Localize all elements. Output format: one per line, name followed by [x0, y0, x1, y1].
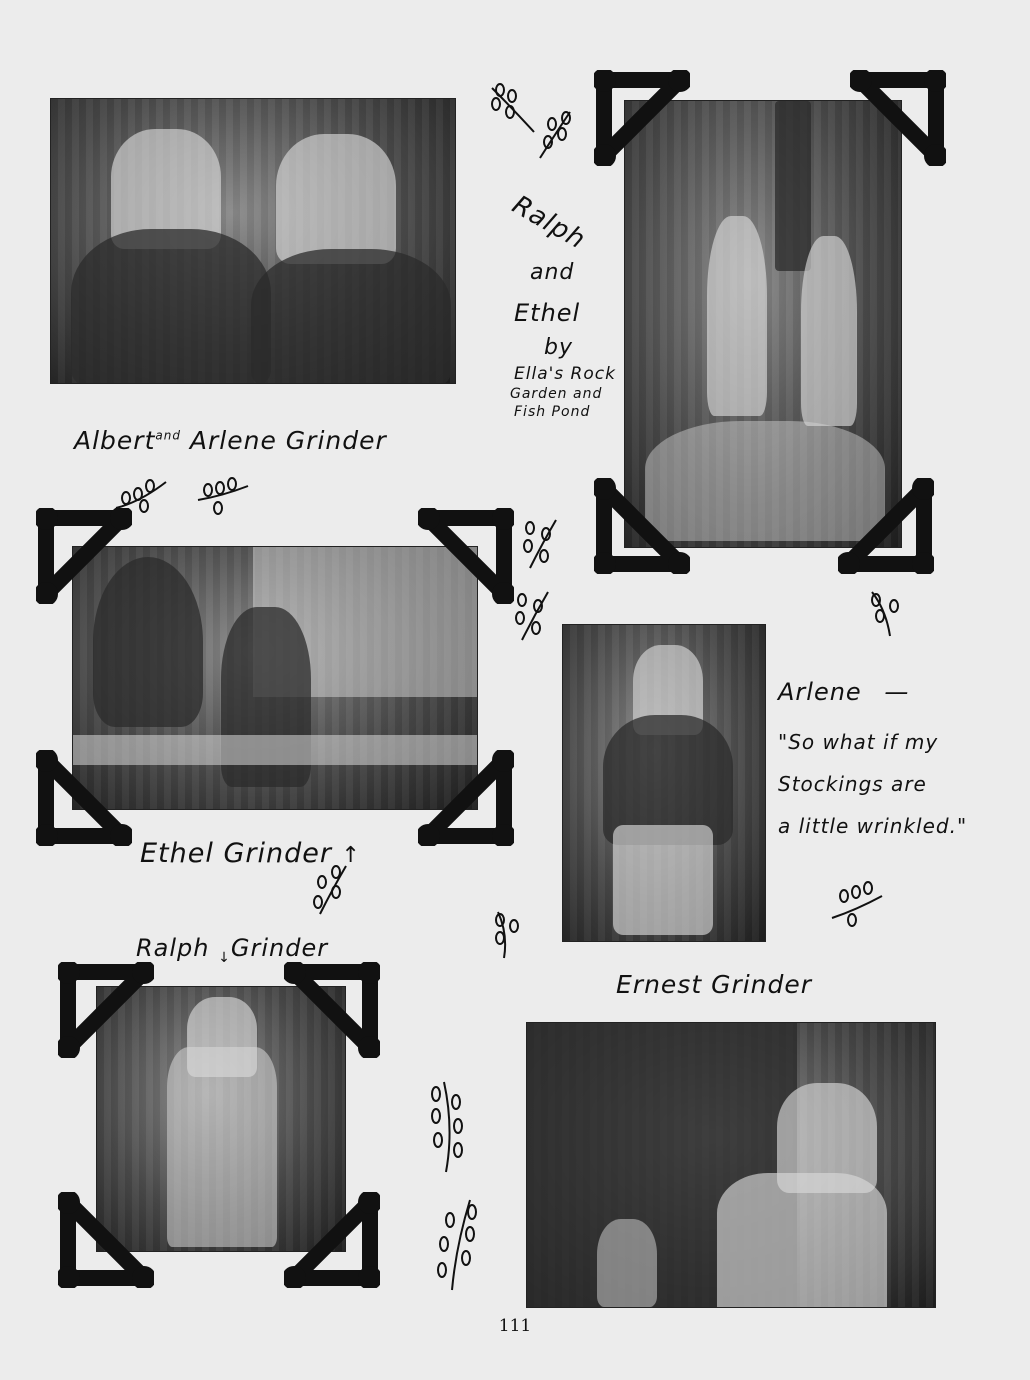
photo-corner-icon [58, 1192, 154, 1288]
leaf-sprig-icon [530, 108, 584, 162]
photo-corner-icon [36, 750, 132, 846]
child-coat [71, 229, 271, 384]
leaf-sprig-icon [488, 906, 542, 960]
caption-ralph-ethel-rockgarden [507, 190, 620, 420]
leaf-sprig-icon [420, 1078, 480, 1174]
caption-text: Ralph [136, 934, 210, 962]
child-figure [801, 236, 857, 426]
caption-text: and [155, 428, 181, 443]
teddy-bear [597, 1219, 657, 1307]
caption-text: Arlene Grinder [189, 426, 387, 455]
caption-text: Ethel Grinder [140, 838, 332, 869]
photo-albert-arlene [50, 98, 456, 384]
caption-text: Grinder [230, 934, 329, 962]
photo-corner-icon [58, 962, 154, 1058]
caption-text: and [530, 260, 575, 285]
caption-ernest-grinder [616, 970, 812, 999]
caption-text: a little wrinkled." [778, 814, 968, 838]
arrow-down-icon: ↓ [218, 949, 231, 966]
page-number: 111 [498, 1316, 532, 1336]
arrow-up-icon: ↑ [341, 843, 361, 868]
caption-text: Ernest Grinder [616, 970, 813, 999]
arlene-name-line [778, 678, 1018, 706]
photo-corner-icon [850, 70, 946, 166]
caption-albert-arlene [74, 426, 387, 455]
caption-text: by [544, 335, 573, 360]
photo-corner-icon [284, 1192, 380, 1288]
leaf-sprig-icon [426, 1196, 486, 1292]
caption-text: Ella's Rock [514, 364, 616, 384]
caption-text: Ralph [507, 190, 591, 256]
child-coat [251, 249, 451, 384]
photo-corner-icon [838, 478, 934, 574]
photo-corner-icon [418, 750, 514, 846]
photo-corner-icon [36, 508, 132, 604]
photo-corner-icon [594, 70, 690, 166]
caption-text: Albert [74, 426, 156, 455]
leaf-sprig-icon [516, 516, 570, 570]
caption-text: — [884, 678, 910, 706]
caption-text: "So what if my [778, 730, 939, 754]
leaf-sprig-icon [864, 586, 918, 640]
child-figure [707, 216, 767, 416]
child-overalls [167, 1047, 277, 1247]
caption-text: Garden and [510, 386, 603, 402]
leaf-sprig-icon [306, 862, 360, 916]
caption-text: Ethel [514, 299, 581, 327]
photo-corner-icon [418, 508, 514, 604]
leaf-sprig-icon [830, 876, 884, 930]
photo-corner-icon [284, 962, 380, 1058]
tree [775, 101, 811, 271]
stone-wall [73, 735, 477, 765]
leaf-sprig-icon [508, 588, 562, 642]
leaf-sprig-icon [196, 470, 250, 524]
photo-arlene [562, 624, 766, 942]
leaf-sprig-icon [114, 468, 168, 522]
caption-text: Stockings are [778, 772, 927, 796]
child-body [717, 1173, 887, 1307]
caption-arlene [778, 678, 1018, 838]
caption-text: Fish Pond [514, 404, 591, 420]
photo-ernest [526, 1022, 936, 1308]
photo-corner-icon [594, 478, 690, 574]
child-figure [276, 134, 396, 264]
caption-text: Arlene [778, 678, 862, 706]
child-legs [613, 825, 713, 935]
